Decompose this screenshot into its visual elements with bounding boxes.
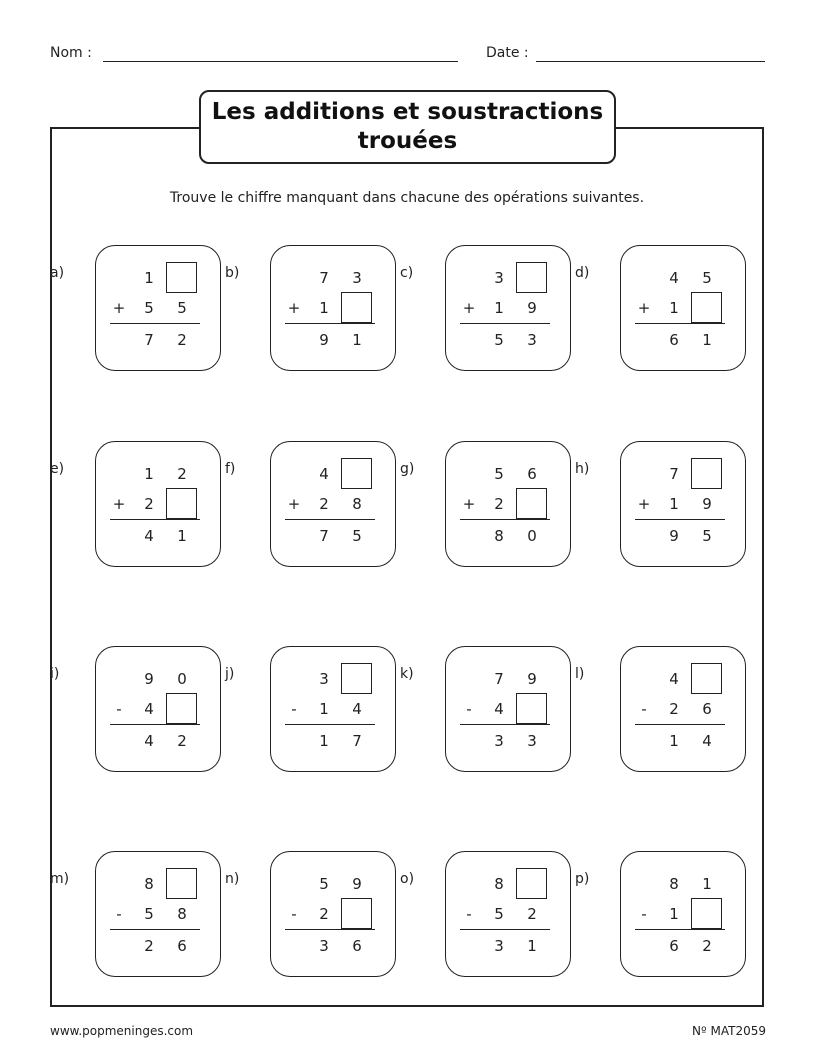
sum-line bbox=[635, 724, 725, 725]
problem-card bbox=[270, 441, 396, 567]
problem-7 bbox=[400, 441, 570, 571]
problem-card bbox=[445, 851, 571, 977]
operator-sign: + bbox=[112, 299, 126, 317]
operator-sign: - bbox=[466, 700, 472, 718]
bottom-digit: 2 bbox=[144, 495, 154, 513]
sum-line bbox=[285, 724, 375, 725]
problem-card bbox=[95, 646, 221, 772]
bottom-digit: 5 bbox=[177, 299, 187, 317]
result-digit: 0 bbox=[527, 527, 537, 545]
problem-card bbox=[270, 851, 396, 977]
result-digit: 4 bbox=[702, 732, 712, 750]
sum-line bbox=[110, 724, 200, 725]
result-digit: 3 bbox=[527, 732, 537, 750]
problem-label: i) bbox=[50, 666, 60, 682]
problem-8 bbox=[575, 441, 745, 571]
bottom-digit: 8 bbox=[352, 495, 362, 513]
missing-digit-box[interactable] bbox=[516, 693, 547, 724]
top-digit: 2 bbox=[177, 465, 187, 483]
result-digit: 3 bbox=[319, 937, 329, 955]
top-digit: 8 bbox=[494, 875, 504, 893]
missing-digit-box[interactable] bbox=[691, 898, 722, 929]
problem-card bbox=[270, 646, 396, 772]
missing-digit-box[interactable] bbox=[691, 292, 722, 323]
problem-label: c) bbox=[400, 265, 414, 281]
result-digit: 1 bbox=[319, 732, 329, 750]
problem-card bbox=[445, 646, 571, 772]
missing-digit-box[interactable] bbox=[341, 292, 372, 323]
problem-15 bbox=[400, 851, 570, 981]
top-digit: 0 bbox=[177, 670, 187, 688]
result-digit: 7 bbox=[319, 527, 329, 545]
missing-digit-box[interactable] bbox=[166, 488, 197, 519]
problem-card bbox=[270, 245, 396, 371]
result-digit: 2 bbox=[702, 937, 712, 955]
result-digit: 6 bbox=[177, 937, 187, 955]
problem-4 bbox=[575, 245, 745, 375]
top-digit: 8 bbox=[144, 875, 154, 893]
problem-label: e) bbox=[50, 461, 65, 477]
problem-3 bbox=[400, 245, 570, 375]
sum-line bbox=[460, 724, 550, 725]
operator-sign: - bbox=[116, 700, 122, 718]
bottom-digit: 1 bbox=[669, 495, 679, 513]
bottom-digit: 5 bbox=[144, 299, 154, 317]
result-digit: 2 bbox=[177, 331, 187, 349]
top-digit: 3 bbox=[319, 670, 329, 688]
problem-label: l) bbox=[575, 666, 585, 682]
bottom-digit: 4 bbox=[144, 700, 154, 718]
bottom-digit: 2 bbox=[669, 700, 679, 718]
top-digit: 3 bbox=[352, 269, 362, 287]
missing-digit-box[interactable] bbox=[516, 488, 547, 519]
result-digit: 1 bbox=[702, 331, 712, 349]
problem-card bbox=[620, 646, 746, 772]
result-digit: 2 bbox=[177, 732, 187, 750]
problem-11 bbox=[400, 646, 570, 776]
sum-line bbox=[460, 323, 550, 324]
title-box bbox=[199, 90, 616, 164]
problem-2 bbox=[225, 245, 395, 375]
problem-6 bbox=[225, 441, 395, 571]
top-digit: 4 bbox=[669, 269, 679, 287]
operator-sign: - bbox=[466, 905, 472, 923]
missing-digit-box[interactable] bbox=[341, 458, 372, 489]
missing-digit-box[interactable] bbox=[691, 663, 722, 694]
problem-label: n) bbox=[225, 871, 240, 887]
problem-label: b) bbox=[225, 265, 240, 281]
problem-label: k) bbox=[400, 666, 414, 682]
top-digit: 9 bbox=[144, 670, 154, 688]
top-digit: 1 bbox=[144, 269, 154, 287]
page-title: Les additions et soustractions trouées bbox=[211, 99, 604, 154]
operator-sign: + bbox=[112, 495, 126, 513]
problem-10 bbox=[225, 646, 395, 776]
result-digit: 6 bbox=[669, 937, 679, 955]
top-digit: 9 bbox=[527, 670, 537, 688]
top-digit: 7 bbox=[494, 670, 504, 688]
sum-line bbox=[285, 929, 375, 930]
sum-line bbox=[635, 323, 725, 324]
name-line[interactable] bbox=[103, 61, 458, 62]
problem-card bbox=[95, 441, 221, 567]
result-digit: 7 bbox=[144, 331, 154, 349]
instruction-text: Trouve le chiffre manquant dans chacune des opérations suivantes. bbox=[169, 190, 645, 206]
top-digit: 1 bbox=[144, 465, 154, 483]
problem-12 bbox=[575, 646, 745, 776]
top-digit: 1 bbox=[702, 875, 712, 893]
bottom-digit: 9 bbox=[527, 299, 537, 317]
problem-card bbox=[95, 851, 221, 977]
bottom-digit: 4 bbox=[494, 700, 504, 718]
bottom-digit: 1 bbox=[319, 700, 329, 718]
result-digit: 5 bbox=[702, 527, 712, 545]
missing-digit-box[interactable] bbox=[341, 663, 372, 694]
operator-sign: + bbox=[462, 495, 476, 513]
sum-line bbox=[285, 519, 375, 520]
result-digit: 5 bbox=[494, 331, 504, 349]
top-digit: 7 bbox=[319, 269, 329, 287]
result-digit: 5 bbox=[352, 527, 362, 545]
bottom-digit: 1 bbox=[319, 299, 329, 317]
missing-digit-box[interactable] bbox=[166, 868, 197, 899]
top-digit: 9 bbox=[352, 875, 362, 893]
bottom-digit: 1 bbox=[494, 299, 504, 317]
sum-line bbox=[110, 323, 200, 324]
bottom-digit: 1 bbox=[669, 299, 679, 317]
result-digit: 3 bbox=[527, 331, 537, 349]
problem-1 bbox=[50, 245, 220, 375]
date-label: Date : bbox=[486, 45, 529, 61]
problem-card bbox=[95, 245, 221, 371]
result-digit: 6 bbox=[352, 937, 362, 955]
result-digit: 4 bbox=[144, 732, 154, 750]
operator-sign: + bbox=[637, 299, 651, 317]
bottom-digit: 2 bbox=[319, 905, 329, 923]
operator-sign: + bbox=[287, 495, 301, 513]
sum-line bbox=[460, 519, 550, 520]
sum-line bbox=[285, 323, 375, 324]
problem-card bbox=[445, 245, 571, 371]
missing-digit-box[interactable] bbox=[516, 868, 547, 899]
name-label: Nom : bbox=[50, 45, 92, 61]
bottom-digit: 2 bbox=[527, 905, 537, 923]
missing-digit-box[interactable] bbox=[516, 262, 547, 293]
sum-line bbox=[110, 929, 200, 930]
operator-sign: - bbox=[641, 700, 647, 718]
top-digit: 3 bbox=[494, 269, 504, 287]
operator-sign: + bbox=[637, 495, 651, 513]
operator-sign: + bbox=[462, 299, 476, 317]
bottom-digit: 2 bbox=[319, 495, 329, 513]
problem-label: d) bbox=[575, 265, 590, 281]
missing-digit-box[interactable] bbox=[341, 898, 372, 929]
problem-13 bbox=[50, 851, 220, 981]
operator-sign: - bbox=[641, 905, 647, 923]
bottom-digit: 8 bbox=[177, 905, 187, 923]
problem-card bbox=[620, 245, 746, 371]
missing-digit-box[interactable] bbox=[691, 458, 722, 489]
result-digit: 1 bbox=[669, 732, 679, 750]
problem-16 bbox=[575, 851, 745, 981]
result-digit: 8 bbox=[494, 527, 504, 545]
top-digit: 6 bbox=[527, 465, 537, 483]
problem-label: a) bbox=[50, 265, 65, 281]
result-digit: 3 bbox=[494, 937, 504, 955]
sum-line bbox=[460, 929, 550, 930]
bottom-digit: 5 bbox=[144, 905, 154, 923]
problem-label: f) bbox=[225, 461, 236, 477]
sum-line bbox=[110, 519, 200, 520]
top-digit: 4 bbox=[319, 465, 329, 483]
bottom-digit: 2 bbox=[494, 495, 504, 513]
result-digit: 1 bbox=[352, 331, 362, 349]
result-digit: 2 bbox=[144, 937, 154, 955]
result-digit: 6 bbox=[669, 331, 679, 349]
result-digit: 1 bbox=[527, 937, 537, 955]
problem-label: m) bbox=[50, 871, 70, 887]
missing-digit-box[interactable] bbox=[166, 693, 197, 724]
problem-label: h) bbox=[575, 461, 590, 477]
problem-card bbox=[620, 851, 746, 977]
operator-sign: - bbox=[291, 700, 297, 718]
date-line[interactable] bbox=[536, 61, 765, 62]
bottom-digit: 1 bbox=[669, 905, 679, 923]
problem-5 bbox=[50, 441, 220, 571]
problem-label: g) bbox=[400, 461, 415, 477]
footer-website: www.popmeninges.com bbox=[50, 1024, 194, 1038]
problem-9 bbox=[50, 646, 220, 776]
top-digit: 7 bbox=[669, 465, 679, 483]
top-digit: 5 bbox=[702, 269, 712, 287]
bottom-digit: 4 bbox=[352, 700, 362, 718]
top-digit: 8 bbox=[669, 875, 679, 893]
problem-card bbox=[445, 441, 571, 567]
operator-sign: + bbox=[287, 299, 301, 317]
top-digit: 5 bbox=[494, 465, 504, 483]
sum-line bbox=[635, 929, 725, 930]
problem-card bbox=[620, 441, 746, 567]
operator-sign: - bbox=[291, 905, 297, 923]
operator-sign: - bbox=[116, 905, 122, 923]
bottom-digit: 6 bbox=[702, 700, 712, 718]
result-digit: 4 bbox=[144, 527, 154, 545]
problem-label: o) bbox=[400, 871, 415, 887]
result-digit: 3 bbox=[494, 732, 504, 750]
problem-14 bbox=[225, 851, 395, 981]
bottom-digit: 9 bbox=[702, 495, 712, 513]
sum-line bbox=[635, 519, 725, 520]
result-digit: 7 bbox=[352, 732, 362, 750]
footer-code: Nº MAT2059 bbox=[692, 1024, 766, 1038]
bottom-digit: 5 bbox=[494, 905, 504, 923]
top-digit: 4 bbox=[669, 670, 679, 688]
result-digit: 1 bbox=[177, 527, 187, 545]
result-digit: 9 bbox=[669, 527, 679, 545]
missing-digit-box[interactable] bbox=[166, 262, 197, 293]
top-digit: 5 bbox=[319, 875, 329, 893]
problem-label: j) bbox=[225, 666, 235, 682]
result-digit: 9 bbox=[319, 331, 329, 349]
problem-label: p) bbox=[575, 871, 590, 887]
